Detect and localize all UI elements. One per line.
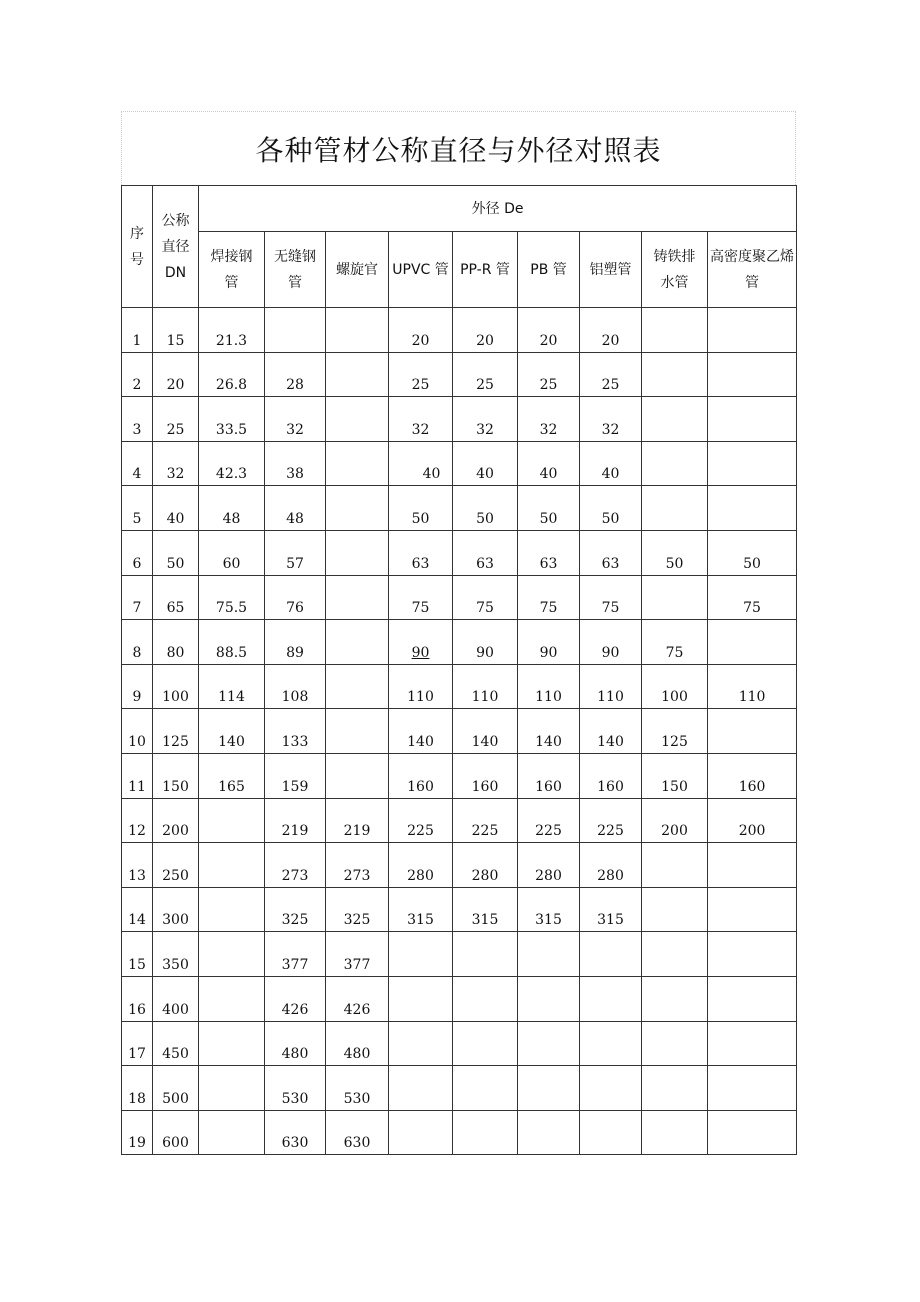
table-row [122,1021,797,1066]
cell-welded-steel: 165 [199,753,265,798]
header-welded-steel: 焊接钢管 [199,232,265,308]
cell-spiral [326,441,389,486]
cell-dn: 500 [153,1066,199,1111]
cell-ppr: 25 [453,352,518,397]
cell-seamless-steel: 377 [265,932,326,977]
cell-pb: 90 [518,620,580,665]
cell-upvc [389,1066,453,1111]
cell-spiral [326,530,389,575]
cell-hdpe: 50 [708,530,797,575]
cell-welded-steel [199,976,265,1021]
cell-upvc [389,1110,453,1155]
cell-hdpe [708,1110,797,1155]
cell-seq: 16 [122,976,153,1021]
cell-cast-iron-drain: 125 [642,709,708,754]
cell-hdpe [708,620,797,665]
cell-welded-steel [199,932,265,977]
cell-hdpe: 160 [708,753,797,798]
cell-ppr: 75 [453,575,518,620]
cell-seq: 19 [122,1110,153,1155]
cell-pb [518,932,580,977]
cell-aluminum-plastic: 225 [580,798,642,843]
cell-aluminum-plastic: 90 [580,620,642,665]
document-sheet [121,111,796,1155]
cell-ppr [453,1110,518,1155]
cell-upvc: 140 [389,709,453,754]
cell-welded-steel [199,1066,265,1111]
cell-pb: 20 [518,308,580,353]
cell-pb [518,1110,580,1155]
cell-seamless-steel: 76 [265,575,326,620]
cell-cast-iron-drain [642,441,708,486]
cell-welded-steel [199,1110,265,1155]
cell-seamless-steel: 32 [265,397,326,442]
cell-ppr: 160 [453,753,518,798]
cell-cast-iron-drain [642,397,708,442]
cell-upvc: 110 [389,664,453,709]
cell-seq: 12 [122,798,153,843]
cell-ppr: 20 [453,308,518,353]
cell-aluminum-plastic: 32 [580,397,642,442]
cell-dn: 40 [153,486,199,531]
cell-spiral [326,397,389,442]
cell-welded-steel: 42.3 [199,441,265,486]
cell-pb [518,976,580,1021]
cell-dn: 150 [153,753,199,798]
cell-dn: 250 [153,843,199,888]
cell-hdpe [708,352,797,397]
cell-pb: 315 [518,887,580,932]
cell-ppr: 50 [453,486,518,531]
table-row [122,441,797,486]
cell-seamless-steel: 426 [265,976,326,1021]
cell-welded-steel: 140 [199,709,265,754]
table-row [122,887,797,932]
cell-pb: 32 [518,397,580,442]
cell-hdpe [708,486,797,531]
cell-spiral [326,620,389,665]
header-aluminum-plastic: 铝塑管 [580,232,642,308]
cell-ppr: 110 [453,664,518,709]
cell-hdpe: 200 [708,798,797,843]
cell-seq: 1 [122,308,153,353]
cell-spiral [326,575,389,620]
table-row [122,352,797,397]
cell-ppr [453,1021,518,1066]
cell-spiral [326,486,389,531]
cell-aluminum-plastic: 315 [580,887,642,932]
cell-spiral: 530 [326,1066,389,1111]
cell-upvc: 280 [389,843,453,888]
cell-pb [518,1021,580,1066]
cell-aluminum-plastic [580,1066,642,1111]
cell-seq: 8 [122,620,153,665]
cell-pb: 110 [518,664,580,709]
table-row [122,620,797,665]
cell-dn: 200 [153,798,199,843]
title-box [121,111,796,185]
cell-seq: 14 [122,887,153,932]
cell-aluminum-plastic [580,932,642,977]
cell-dn: 80 [153,620,199,665]
cell-seamless-steel: 89 [265,620,326,665]
cell-upvc: 25 [389,352,453,397]
table-row [122,709,797,754]
table-row [122,843,797,888]
cell-hdpe: 110 [708,664,797,709]
header-outer-diameter: 外径 De [199,186,797,232]
header-dn: 公称直径DN [153,186,199,308]
table-row [122,976,797,1021]
cell-welded-steel [199,1021,265,1066]
cell-cast-iron-drain [642,976,708,1021]
cell-seq: 5 [122,486,153,531]
cell-upvc: 90 [389,620,453,665]
cell-aluminum-plastic: 63 [580,530,642,575]
cell-ppr [453,932,518,977]
cell-cast-iron-drain [642,1021,708,1066]
cell-cast-iron-drain: 100 [642,664,708,709]
cell-seq: 18 [122,1066,153,1111]
cell-hdpe [708,843,797,888]
cell-aluminum-plastic: 20 [580,308,642,353]
cell-welded-steel: 88.5 [199,620,265,665]
cell-aluminum-plastic: 40 [580,441,642,486]
cell-seamless-steel [265,308,326,353]
cell-hdpe: 75 [708,575,797,620]
cell-seq: 4 [122,441,153,486]
cell-ppr: 90 [453,620,518,665]
cell-dn: 50 [153,530,199,575]
table-row [122,308,797,353]
cell-welded-steel [199,843,265,888]
cell-cast-iron-drain [642,352,708,397]
cell-seq: 10 [122,709,153,754]
cell-dn: 65 [153,575,199,620]
cell-seamless-steel: 38 [265,441,326,486]
cell-seamless-steel: 159 [265,753,326,798]
cell-ppr [453,1066,518,1111]
cell-dn: 20 [153,352,199,397]
cell-spiral: 480 [326,1021,389,1066]
table-row [122,530,797,575]
cell-dn: 350 [153,932,199,977]
cell-pb: 25 [518,352,580,397]
table-body [122,308,797,1155]
cell-pb [518,1066,580,1111]
header-spiral: 螺旋官 [326,232,389,308]
subheader-row [122,232,797,308]
table-row [122,798,797,843]
cell-seamless-steel: 480 [265,1021,326,1066]
cell-seq: 11 [122,753,153,798]
cell-dn: 125 [153,709,199,754]
cell-upvc [389,932,453,977]
cell-welded-steel [199,887,265,932]
cell-aluminum-plastic [580,1021,642,1066]
cell-cast-iron-drain [642,1110,708,1155]
cell-welded-steel: 75.5 [199,575,265,620]
cell-cast-iron-drain [642,843,708,888]
cell-dn: 25 [153,397,199,442]
cell-welded-steel: 33.5 [199,397,265,442]
cell-cast-iron-drain: 50 [642,530,708,575]
cell-spiral: 273 [326,843,389,888]
cell-hdpe [708,397,797,442]
cell-upvc: 225 [389,798,453,843]
cell-hdpe [708,441,797,486]
header-hdpe: 高密度聚乙烯管 [708,232,797,308]
table-row [122,664,797,709]
cell-seq: 6 [122,530,153,575]
cell-spiral [326,664,389,709]
cell-spiral: 426 [326,976,389,1021]
page-title: 各种管材公称直径与外径对照表 [255,133,662,167]
cell-welded-steel: 21.3 [199,308,265,353]
cell-hdpe [708,1066,797,1111]
cell-ppr: 140 [453,709,518,754]
table-row [122,1110,797,1155]
cell-upvc: 63 [389,530,453,575]
cell-aluminum-plastic [580,1110,642,1155]
header-cast-iron-drain: 铸铁排水管 [642,232,708,308]
header-ppr: PP-R 管 [453,232,518,308]
cell-upvc: 40 [389,441,453,486]
header-pb: PB 管 [518,232,580,308]
cell-seamless-steel: 530 [265,1066,326,1111]
cell-dn: 450 [153,1021,199,1066]
cell-ppr [453,976,518,1021]
cell-upvc: 50 [389,486,453,531]
cell-seamless-steel: 108 [265,664,326,709]
cell-seq: 15 [122,932,153,977]
table-row [122,575,797,620]
cell-ppr: 63 [453,530,518,575]
cell-seamless-steel: 630 [265,1110,326,1155]
cell-aluminum-plastic: 25 [580,352,642,397]
cell-aluminum-plastic: 50 [580,486,642,531]
cell-ppr: 315 [453,887,518,932]
cell-cast-iron-drain [642,575,708,620]
cell-hdpe [708,709,797,754]
cell-cast-iron-drain: 200 [642,798,708,843]
cell-seq: 2 [122,352,153,397]
cell-dn: 400 [153,976,199,1021]
cell-welded-steel: 114 [199,664,265,709]
pipe-diameter-table [121,185,797,1155]
header-seamless-steel: 无缝钢管 [265,232,326,308]
cell-cast-iron-drain [642,308,708,353]
cell-spiral: 219 [326,798,389,843]
cell-pb: 225 [518,798,580,843]
cell-upvc: 160 [389,753,453,798]
cell-hdpe [708,887,797,932]
cell-hdpe [708,976,797,1021]
cell-seq: 7 [122,575,153,620]
cell-upvc: 315 [389,887,453,932]
cell-pb: 75 [518,575,580,620]
cell-dn: 100 [153,664,199,709]
cell-welded-steel: 60 [199,530,265,575]
cell-aluminum-plastic [580,976,642,1021]
table-row [122,1066,797,1111]
cell-cast-iron-drain: 150 [642,753,708,798]
cell-seamless-steel: 133 [265,709,326,754]
table-row [122,932,797,977]
cell-seamless-steel: 273 [265,843,326,888]
cell-cast-iron-drain: 75 [642,620,708,665]
cell-ppr: 280 [453,843,518,888]
cell-hdpe [708,932,797,977]
table-row [122,753,797,798]
cell-aluminum-plastic: 280 [580,843,642,888]
cell-upvc: 20 [389,308,453,353]
cell-cast-iron-drain [642,932,708,977]
cell-cast-iron-drain [642,486,708,531]
cell-aluminum-plastic: 160 [580,753,642,798]
cell-pb: 160 [518,753,580,798]
cell-seq: 9 [122,664,153,709]
cell-spiral: 377 [326,932,389,977]
cell-aluminum-plastic: 140 [580,709,642,754]
header-upvc: UPVC 管 [389,232,453,308]
cell-seamless-steel: 48 [265,486,326,531]
cell-seq: 13 [122,843,153,888]
cell-cast-iron-drain [642,887,708,932]
cell-dn: 32 [153,441,199,486]
cell-pb: 140 [518,709,580,754]
table-row [122,397,797,442]
table-row [122,486,797,531]
cell-pb: 63 [518,530,580,575]
cell-pb: 50 [518,486,580,531]
cell-welded-steel: 26.8 [199,352,265,397]
cell-ppr: 40 [453,441,518,486]
cell-spiral [326,709,389,754]
cell-seamless-steel: 325 [265,887,326,932]
cell-spiral: 630 [326,1110,389,1155]
cell-seamless-steel: 219 [265,798,326,843]
cell-seq: 17 [122,1021,153,1066]
cell-hdpe [708,1021,797,1066]
cell-welded-steel [199,798,265,843]
cell-dn: 15 [153,308,199,353]
cell-ppr: 32 [453,397,518,442]
cell-dn: 600 [153,1110,199,1155]
cell-welded-steel: 48 [199,486,265,531]
cell-pb: 280 [518,843,580,888]
cell-upvc [389,976,453,1021]
cell-spiral [326,308,389,353]
cell-aluminum-plastic: 75 [580,575,642,620]
cell-upvc: 75 [389,575,453,620]
cell-seq: 3 [122,397,153,442]
header-seq: 序号 [122,186,153,308]
cell-spiral: 325 [326,887,389,932]
cell-upvc [389,1021,453,1066]
cell-seamless-steel: 57 [265,530,326,575]
cell-hdpe [708,308,797,353]
cell-pb: 40 [518,441,580,486]
cell-upvc: 32 [389,397,453,442]
cell-aluminum-plastic: 110 [580,664,642,709]
cell-dn: 300 [153,887,199,932]
cell-cast-iron-drain [642,1066,708,1111]
cell-ppr: 225 [453,798,518,843]
cell-spiral [326,352,389,397]
cell-seamless-steel: 28 [265,352,326,397]
cell-spiral [326,753,389,798]
